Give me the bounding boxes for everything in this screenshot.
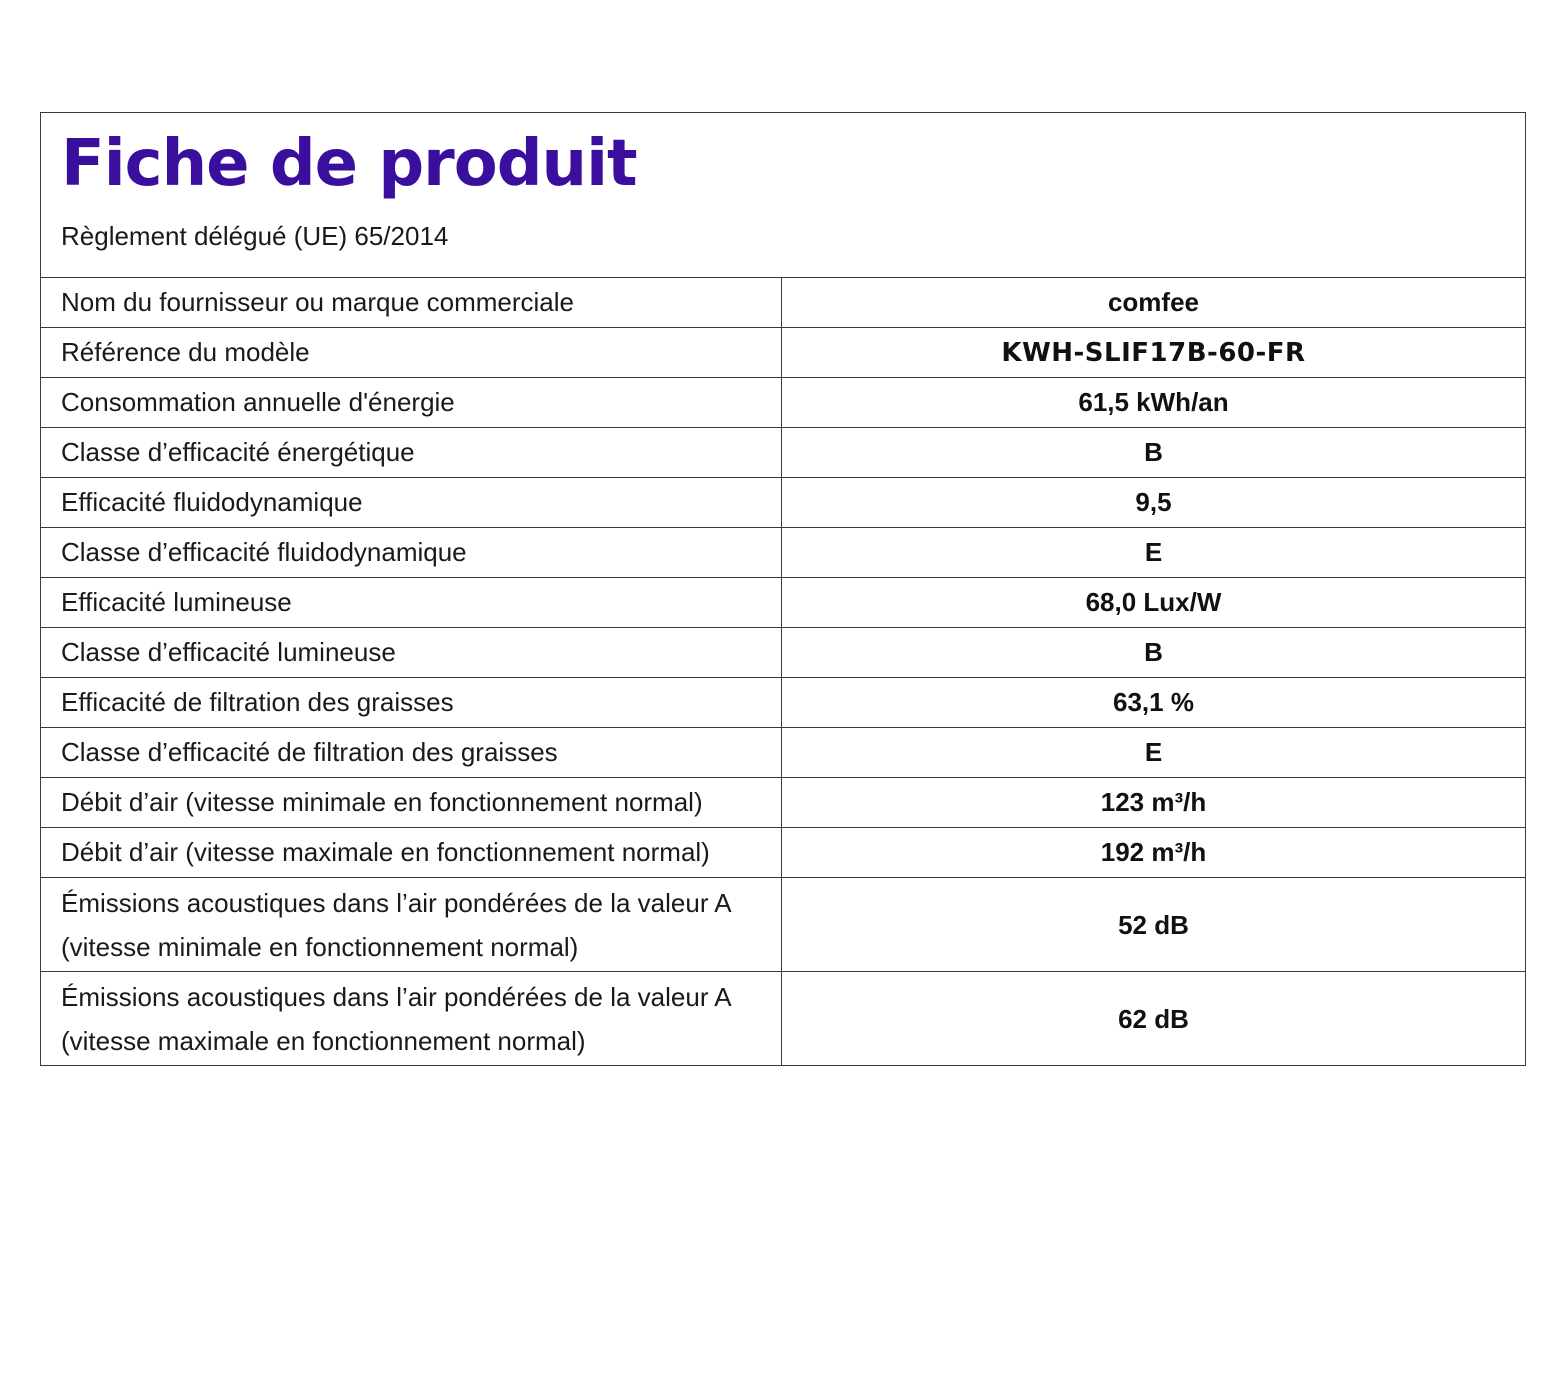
document-title: Fiche de produit: [61, 127, 637, 201]
table-row: [41, 528, 1526, 578]
row-value: B: [782, 628, 1526, 678]
header-cell: [41, 113, 1526, 278]
row-value: 63,1 %: [782, 678, 1526, 728]
row-label: Classe d’efficacité fluidodynamique: [41, 528, 782, 578]
row-value: 9,5: [782, 478, 1526, 528]
row-label: [41, 878, 782, 972]
table-row: [41, 972, 1526, 1066]
table-row: [41, 278, 1526, 328]
table-row: [41, 728, 1526, 778]
row-label: Consommation annuelle d'énergie: [41, 378, 782, 428]
row-value: 52 dB: [782, 878, 1526, 972]
row-label: [41, 972, 782, 1066]
row-label-line: Émissions acoustiques dans l’air pondérées de la valeur A: [61, 981, 732, 1012]
row-label-line: (vitesse minimale en fonctionnement normal): [61, 931, 579, 962]
row-label: Efficacité lumineuse: [41, 578, 782, 628]
table-row: [41, 828, 1526, 878]
row-label: Débit d’air (vitesse minimale en fonctionnement normal): [41, 778, 782, 828]
row-value: 68,0 Lux/W: [782, 578, 1526, 628]
row-value: 61,5 kWh/an: [782, 378, 1526, 428]
row-value: comfee: [782, 278, 1526, 328]
row-value: E: [782, 728, 1526, 778]
table-row: [41, 378, 1526, 428]
row-label-line: Émissions acoustiques dans l’air pondérées de la valeur A: [61, 887, 732, 918]
regulation-reference: Règlement délégué (UE) 65/2014: [61, 221, 449, 252]
product-sheet-table: [40, 112, 1526, 1066]
row-value: KWH-SLIF17B-60-FR: [782, 328, 1526, 378]
row-value: 62 dB: [782, 972, 1526, 1066]
row-label: Nom du fournisseur ou marque commerciale: [41, 278, 782, 328]
table-row: [41, 628, 1526, 678]
table-row: [41, 478, 1526, 528]
table-row: [41, 878, 1526, 972]
row-value: 123 m³/h: [782, 778, 1526, 828]
row-value: 192 m³/h: [782, 828, 1526, 878]
row-label-line: (vitesse maximale en fonctionnement normal): [61, 1025, 586, 1056]
row-label: Classe d’efficacité de filtration des graisses: [41, 728, 782, 778]
row-label: Efficacité fluidodynamique: [41, 478, 782, 528]
row-value: E: [782, 528, 1526, 578]
table-row: [41, 678, 1526, 728]
table-row: [41, 778, 1526, 828]
row-label: Référence du modèle: [41, 328, 782, 378]
table-row: [41, 428, 1526, 478]
table-row: [41, 578, 1526, 628]
row-label: Efficacité de filtration des graisses: [41, 678, 782, 728]
header-row: [41, 113, 1526, 278]
row-label: Débit d’air (vitesse maximale en fonctionnement normal): [41, 828, 782, 878]
row-label: Classe d’efficacité énergétique: [41, 428, 782, 478]
row-value: B: [782, 428, 1526, 478]
row-label: Classe d’efficacité lumineuse: [41, 628, 782, 678]
table-row: [41, 328, 1526, 378]
